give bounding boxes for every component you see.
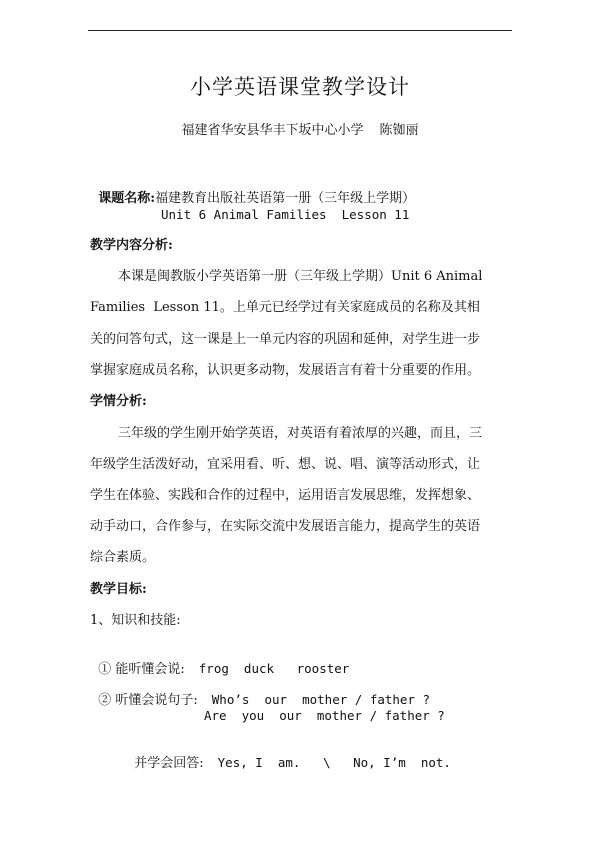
objective-sub-prefix: ② 听懂会说句子: bbox=[98, 693, 198, 708]
objective-sub-prefix: ① 能听懂会说: bbox=[98, 662, 185, 677]
learner-analysis-heading: 学情分析: bbox=[90, 394, 147, 409]
objective-sub-prefix: 并学会回答: bbox=[134, 756, 204, 771]
content-analysis-line: Families Lesson 11。上单元已经学过有关家庭成员的名称及其相 bbox=[90, 300, 480, 315]
course-label: 课题名称: bbox=[98, 191, 156, 206]
page-title: 小学英语课堂教学设计 bbox=[190, 75, 410, 99]
objective-sub-item bbox=[90, 645, 349, 678]
learner-analysis-line: 学生在体验、实践和合作的过程中，运用语言发展思维，发挥想象、 bbox=[90, 488, 481, 503]
learner-analysis-line: 年级学生活泼好动，宜采用看、听、想、说、唱、演等活动形式，让 bbox=[90, 457, 481, 472]
course-line bbox=[90, 175, 415, 207]
answer-pattern: Yes, I am. \ No, I’m not. bbox=[217, 755, 451, 770]
objectives-heading: 教学目标: bbox=[90, 582, 147, 597]
learner-analysis-line: 动手动口，合作参与，在实际交流中发展语言能力，提高学生的英语 bbox=[90, 519, 481, 534]
course-unit: Unit 6 Animal Families Lesson 11 bbox=[161, 207, 410, 222]
content-analysis-heading: 教学内容分析: bbox=[90, 238, 173, 253]
objective-item: 1、知识和技能: bbox=[90, 613, 181, 628]
course-value: 福建教育出版社英语第一册（三年级上学期） bbox=[155, 191, 416, 206]
vocabulary-words: frog duck rooster bbox=[198, 661, 350, 676]
top-rule bbox=[88, 30, 512, 31]
author-school: 福建省华安县华丰下坂中心小学 bbox=[181, 123, 364, 138]
content-analysis-line: 本课是闽教版小学英语第一册（三年级上学期）Unit 6 Animal bbox=[118, 269, 483, 284]
author-name: 陈铷丽 bbox=[379, 123, 419, 138]
learner-analysis-line: 综合素质。 bbox=[90, 550, 156, 565]
content-analysis-line: 掌握家庭成员名称，认识更多动物，发展语言有着十分重要的作用。 bbox=[90, 363, 481, 378]
author-line bbox=[0, 123, 600, 139]
sentence-pattern: Are you our mother / father ? bbox=[204, 708, 445, 723]
objective-sub-item bbox=[90, 676, 430, 709]
content-analysis-line: 关的问答句式，这一课是上一单元内容的巩固和延伸，对学生进一步 bbox=[90, 332, 481, 347]
sentence-pattern: Who’s our mother / father ? bbox=[211, 692, 431, 707]
objective-sub-item bbox=[126, 739, 451, 772]
learner-analysis-line: 三年级的学生刚开始学英语，对英语有着浓厚的兴趣，而且，三 bbox=[118, 426, 483, 441]
